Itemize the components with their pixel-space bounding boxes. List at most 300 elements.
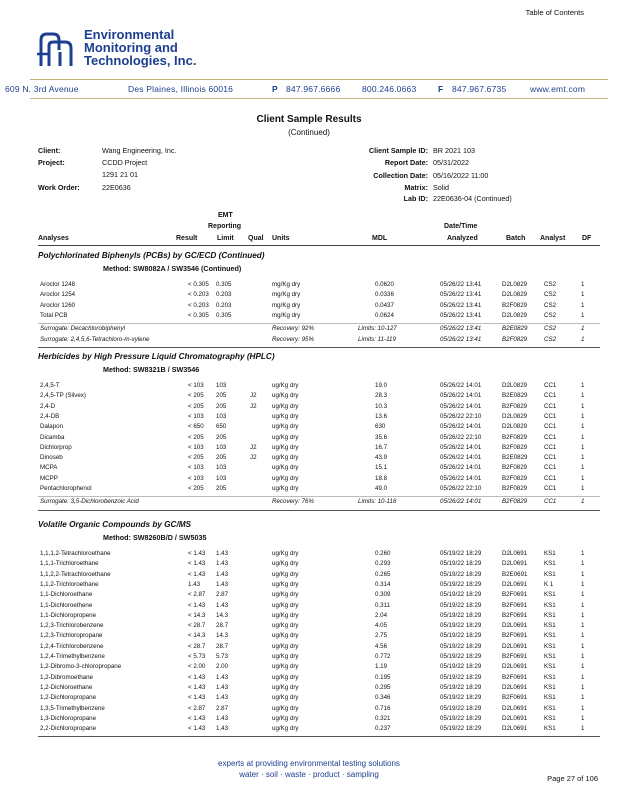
table-cell: CC1 bbox=[544, 402, 557, 410]
table-cell: B2F0691 bbox=[502, 653, 528, 660]
table-row bbox=[40, 560, 600, 570]
table-cell: 1.43 bbox=[216, 673, 229, 681]
table-cell: < 650 bbox=[188, 423, 204, 431]
table-cell: B2F0829 bbox=[502, 301, 528, 309]
table-cell: 1,1,2-Trichloroethane bbox=[40, 580, 99, 588]
table-cell: 0.321 bbox=[375, 714, 391, 722]
table-cell: 1 bbox=[581, 714, 585, 722]
table-cell: 1,2-Dibromoethane bbox=[40, 673, 93, 681]
table-cell: 43.9 bbox=[375, 454, 388, 462]
table-cell: Dichlorprop bbox=[40, 443, 72, 451]
table-cell: 05/26/22 13:41 bbox=[440, 325, 482, 333]
table-cell: 2.00 bbox=[216, 663, 229, 671]
table-cell: D2L0691 bbox=[502, 580, 528, 588]
table-cell: 1 bbox=[581, 704, 585, 712]
table-cell: 05/26/22 14:01 bbox=[440, 392, 482, 400]
table-row bbox=[40, 632, 600, 642]
table-cell: 1 bbox=[581, 611, 585, 619]
table-cell: < 205 bbox=[188, 433, 204, 441]
table-cell: 1,3-Dichloropropane bbox=[40, 714, 97, 722]
table-cell: 0.0336 bbox=[375, 291, 394, 299]
table-cell: 1,2,4-Trimethylbenzene bbox=[40, 653, 105, 660]
table-cell: ug/Kg dry bbox=[272, 485, 299, 492]
table-cell: ug/Kg dry bbox=[272, 622, 299, 630]
table-row bbox=[40, 602, 600, 612]
table-cell: 16.7 bbox=[375, 443, 388, 451]
table-cell: 2.75 bbox=[375, 632, 388, 640]
table-cell: Dicamba bbox=[40, 433, 65, 441]
table-cell: B2E0829 bbox=[502, 392, 528, 400]
footer-services: water · soil · waste · product · sampling bbox=[239, 770, 379, 779]
table-cell: D2L0691 bbox=[502, 683, 528, 691]
table-cell: 630 bbox=[375, 423, 386, 431]
table-cell: KS1 bbox=[544, 642, 556, 650]
table-row bbox=[40, 464, 600, 474]
table-row bbox=[40, 475, 600, 485]
table-cell: < 0.203 bbox=[188, 301, 209, 309]
table-cell: 103 bbox=[216, 474, 227, 482]
table-cell: CS2 bbox=[544, 301, 557, 309]
table-cell: 2.04 bbox=[375, 611, 388, 619]
table-cell: 1 bbox=[581, 725, 585, 733]
table-cell: ug/Kg dry bbox=[272, 382, 299, 389]
table-cell: 1,2,3-Trichloropropane bbox=[40, 632, 103, 640]
table-row bbox=[40, 312, 600, 322]
table-cell: 1 bbox=[581, 402, 585, 410]
table-cell: 49.0 bbox=[375, 485, 388, 492]
table-cell: 0.195 bbox=[375, 673, 391, 681]
table-row bbox=[40, 581, 600, 591]
table-cell: < 103 bbox=[188, 443, 204, 451]
surrogate-row bbox=[40, 498, 600, 508]
section-title: Volatile Organic Compounds by GC/MS bbox=[38, 520, 191, 529]
table-cell: 1.43 bbox=[216, 570, 229, 578]
table-cell: CC1 bbox=[544, 423, 557, 431]
table-cell: ug/Kg dry bbox=[272, 454, 299, 462]
table-cell: 1 bbox=[581, 311, 585, 319]
table-row bbox=[40, 444, 600, 454]
table-cell: 05/19/22 18:29 bbox=[440, 673, 482, 681]
table-cell: 05/26/22 13:41 bbox=[440, 301, 482, 309]
table-row bbox=[40, 674, 600, 684]
table-cell: 1 bbox=[581, 485, 585, 492]
table-cell: 0.203 bbox=[216, 291, 232, 299]
table-cell: 1.43 bbox=[216, 725, 229, 733]
table-cell: 2,2-Dichloropropane bbox=[40, 725, 97, 733]
table-cell: 0.309 bbox=[375, 591, 391, 599]
table-cell: B2F0691 bbox=[502, 694, 528, 702]
table-cell: KS1 bbox=[544, 591, 556, 599]
table-cell: Recovery: 92% bbox=[272, 325, 314, 333]
table-cell: 4.05 bbox=[375, 622, 388, 630]
table-cell: ug/Kg dry bbox=[272, 423, 299, 431]
table-cell: 1 bbox=[581, 570, 585, 578]
table-cell: 1.43 bbox=[216, 694, 229, 702]
table-cell: 05/19/22 18:29 bbox=[440, 570, 482, 578]
table-cell: CC1 bbox=[544, 443, 557, 451]
table-cell: CS2 bbox=[544, 311, 557, 319]
table-cell: 103 bbox=[216, 412, 227, 420]
table-cell: 2,4,5-T bbox=[40, 382, 60, 389]
table-cell: < 14.3 bbox=[188, 611, 206, 619]
table-cell: ug/Kg dry bbox=[272, 653, 299, 660]
table-cell: 05/26/22 13:41 bbox=[440, 335, 482, 343]
table-cell: Total PCB bbox=[40, 311, 68, 319]
table-cell: 0.293 bbox=[375, 560, 391, 568]
table-cell: 1.43 bbox=[216, 560, 229, 568]
table-cell: 05/19/22 18:29 bbox=[440, 622, 482, 630]
table-cell: B2F0691 bbox=[502, 591, 528, 599]
table-cell: Limits: 10-127 bbox=[358, 325, 397, 333]
table-cell: mg/Kg dry bbox=[272, 291, 301, 299]
table-cell: 1 bbox=[581, 663, 585, 671]
table-cell: 1 bbox=[581, 622, 585, 630]
table-cell: D2L0691 bbox=[502, 714, 528, 722]
section-method: Method: SW8260B/D / SW5035 bbox=[103, 533, 207, 542]
table-cell: < 1.43 bbox=[188, 714, 206, 722]
table-cell: B2F0691 bbox=[502, 611, 528, 619]
table-cell: KS1 bbox=[544, 611, 556, 619]
table-cell: < 1.43 bbox=[188, 570, 206, 578]
table-cell: ug/Kg dry bbox=[272, 433, 299, 441]
table-cell: 103 bbox=[216, 443, 227, 451]
table-cell: 1 bbox=[581, 443, 585, 451]
table-cell: B2E0691 bbox=[502, 570, 528, 578]
table-cell: 05/26/22 14:01 bbox=[440, 464, 482, 472]
table-cell: B2E0829 bbox=[502, 325, 528, 333]
table-cell: KS1 bbox=[544, 673, 556, 681]
table-cell: KS1 bbox=[544, 570, 556, 578]
table-cell: < 0.305 bbox=[188, 311, 209, 319]
table-cell: KS1 bbox=[544, 550, 556, 557]
table-cell: 05/19/22 18:29 bbox=[440, 663, 482, 671]
table-cell: 05/26/22 14:01 bbox=[440, 454, 482, 462]
table-cell: 1 bbox=[581, 392, 585, 400]
table-cell: 1,2,3-Trichlorobenzene bbox=[40, 622, 104, 630]
table-cell: 19.0 bbox=[375, 382, 388, 389]
table-cell: ug/Kg dry bbox=[272, 412, 299, 420]
section-title: Herbicides by High Pressure Liquid Chromatography (HPLC) bbox=[38, 352, 275, 361]
table-cell: ug/Kg dry bbox=[272, 714, 299, 722]
table-cell: D2L0829 bbox=[502, 311, 528, 319]
table-cell: ug/Kg dry bbox=[272, 694, 299, 702]
table-cell: < 1.43 bbox=[188, 601, 206, 609]
table-cell: 1,2-Dibromo-3-chloropropane bbox=[40, 663, 122, 671]
table-cell: CS2 bbox=[544, 291, 557, 299]
table-cell: CC1 bbox=[544, 433, 557, 441]
table-cell: 0.311 bbox=[375, 601, 391, 609]
table-row bbox=[40, 643, 600, 653]
table-cell: 05/26/22 13:41 bbox=[440, 281, 482, 288]
table-cell: CC1 bbox=[544, 454, 557, 462]
table-cell: 0.265 bbox=[375, 570, 391, 578]
table-cell: Recovery: 95% bbox=[272, 335, 314, 343]
table-cell: D2L0691 bbox=[502, 642, 528, 650]
table-cell: 1 bbox=[581, 694, 585, 702]
table-cell: 1.19 bbox=[375, 663, 388, 671]
table-cell: 0.203 bbox=[216, 301, 232, 309]
table-row bbox=[40, 392, 600, 402]
table-cell: B2F0829 bbox=[502, 485, 528, 492]
table-cell: 1,1-Dichloropropene bbox=[40, 611, 97, 619]
table-cell: 2.87 bbox=[216, 591, 229, 599]
table-cell: ug/Kg dry bbox=[272, 570, 299, 578]
table-cell: 205 bbox=[216, 433, 227, 441]
table-cell: B2F0829 bbox=[502, 443, 528, 451]
table-row bbox=[40, 705, 600, 715]
table-cell: 205 bbox=[216, 392, 227, 400]
page-number: Page 27 of 106 bbox=[547, 774, 598, 783]
table-cell: < 205 bbox=[188, 454, 204, 462]
table-cell: 05/19/22 18:29 bbox=[440, 611, 482, 619]
table-cell: 1 bbox=[581, 550, 585, 557]
table-row bbox=[40, 622, 600, 632]
table-cell: Limits: 11-119 bbox=[358, 335, 396, 343]
table-cell: 05/26/22 22:10 bbox=[440, 485, 482, 492]
table-cell: Aroclor 1260 bbox=[40, 301, 76, 309]
table-cell: CS2 bbox=[544, 281, 557, 288]
table-cell: CC1 bbox=[544, 412, 557, 420]
table-cell: ug/Kg dry bbox=[272, 591, 299, 599]
table-cell: 0.305 bbox=[216, 311, 232, 319]
table-cell: 1 bbox=[581, 433, 585, 441]
table-cell: 05/19/22 18:29 bbox=[440, 642, 482, 650]
table-cell: < 103 bbox=[188, 382, 204, 389]
table-cell: KS1 bbox=[544, 653, 556, 660]
table-cell: B2F0691 bbox=[502, 632, 528, 640]
table-cell: 1,2-Dichloropropane bbox=[40, 694, 97, 702]
table-cell: D2L0829 bbox=[502, 281, 528, 288]
table-of-contents-link[interactable]: Table of Contents bbox=[525, 8, 584, 17]
table-row bbox=[40, 725, 600, 735]
table-cell: 1,1,1,2-Tetrachloroethane bbox=[40, 550, 111, 557]
table-cell: CC1 bbox=[544, 464, 557, 472]
table-cell: CS2 bbox=[544, 335, 557, 343]
table-cell: 05/26/22 13:41 bbox=[440, 311, 482, 319]
table-cell: ug/Kg dry bbox=[272, 560, 299, 568]
table-cell: KS1 bbox=[544, 725, 556, 733]
table-cell: B2F0829 bbox=[502, 335, 528, 343]
table-cell: 1 bbox=[581, 454, 585, 462]
table-cell: 0.0624 bbox=[375, 311, 394, 319]
table-cell: < 28.7 bbox=[188, 642, 206, 650]
table-cell: Dalapon bbox=[40, 423, 64, 431]
footer-tagline: experts at providing environmental testing solutions bbox=[218, 759, 400, 768]
table-cell: KS1 bbox=[544, 632, 556, 640]
table-cell: D2L0691 bbox=[502, 704, 528, 712]
table-cell: 05/19/22 18:29 bbox=[440, 632, 482, 640]
table-cell: 05/19/22 18:29 bbox=[440, 560, 482, 568]
table-cell: Aroclor 1248 bbox=[40, 281, 76, 288]
table-cell: 1 bbox=[581, 301, 585, 309]
table-cell: 1 bbox=[581, 560, 585, 568]
table-cell: 05/26/22 14:01 bbox=[440, 474, 482, 482]
table-cell: CC1 bbox=[544, 498, 557, 506]
table-row bbox=[40, 291, 600, 301]
table-cell: 0.237 bbox=[375, 725, 391, 733]
table-cell: < 1.43 bbox=[188, 673, 206, 681]
table-cell: mg/Kg dry bbox=[272, 281, 301, 288]
table-cell: 1.43 bbox=[216, 683, 229, 691]
table-row bbox=[40, 684, 600, 694]
table-cell: J2 bbox=[250, 443, 257, 451]
page-subtitle: (Continued) bbox=[288, 128, 330, 137]
table-cell: 05/26/22 13:41 bbox=[440, 291, 482, 299]
table-cell: 05/26/22 22:10 bbox=[440, 433, 482, 441]
table-cell: B2F0829 bbox=[502, 402, 528, 410]
table-cell: D2L0691 bbox=[502, 550, 528, 557]
table-cell: ug/Kg dry bbox=[272, 663, 299, 671]
table-cell: ug/Kg dry bbox=[272, 464, 299, 472]
table-cell: 15.1 bbox=[375, 464, 388, 472]
table-cell: 5.73 bbox=[216, 653, 229, 660]
table-row bbox=[40, 715, 600, 725]
table-row bbox=[40, 612, 600, 622]
table-cell: KS1 bbox=[544, 622, 556, 630]
table-cell: < 2.87 bbox=[188, 704, 206, 712]
table-row bbox=[40, 663, 600, 673]
table-cell: 05/19/22 18:29 bbox=[440, 591, 482, 599]
table-cell: 1 bbox=[581, 382, 585, 389]
table-cell: CC1 bbox=[544, 485, 557, 492]
table-cell: ug/Kg dry bbox=[272, 474, 299, 482]
table-cell: J2 bbox=[250, 454, 257, 462]
table-cell: 1.43 bbox=[188, 580, 201, 588]
table-cell: ug/Kg dry bbox=[272, 392, 299, 400]
table-cell: 1,1-Dichloroethene bbox=[40, 601, 93, 609]
table-cell: 4.56 bbox=[375, 642, 388, 650]
table-cell: 1 bbox=[581, 601, 585, 609]
table-row bbox=[40, 571, 600, 581]
table-row bbox=[40, 423, 600, 433]
table-cell: Surrogate: Decachlorobiphenyl bbox=[40, 325, 125, 333]
table-cell: 14.3 bbox=[216, 632, 229, 640]
table-cell: Recovery: 76% bbox=[272, 498, 314, 506]
table-cell: D2L0829 bbox=[502, 412, 528, 420]
table-cell: < 0.305 bbox=[188, 281, 209, 288]
table-cell: 0.305 bbox=[216, 281, 232, 288]
table-cell: 28.7 bbox=[216, 622, 229, 630]
table-cell: 1 bbox=[581, 281, 585, 288]
table-cell: 1.43 bbox=[216, 580, 229, 588]
table-cell: 0.0620 bbox=[375, 281, 394, 288]
table-cell: 0.772 bbox=[375, 653, 391, 660]
table-cell: 0.0437 bbox=[375, 301, 394, 309]
table-row bbox=[40, 281, 600, 291]
table-cell: 05/19/22 18:29 bbox=[440, 580, 482, 588]
table-cell: 05/26/22 14:01 bbox=[440, 498, 482, 506]
table-cell: 1 bbox=[581, 683, 585, 691]
table-cell: KS1 bbox=[544, 714, 556, 722]
table-cell: 2.87 bbox=[216, 704, 229, 712]
table-cell: CC1 bbox=[544, 392, 557, 400]
table-cell: 1 bbox=[581, 653, 585, 660]
table-cell: B2F0691 bbox=[502, 601, 528, 609]
table-cell: 1,2,4-Trichlorobenzene bbox=[40, 642, 104, 650]
table-cell: 05/26/22 22:10 bbox=[440, 412, 482, 420]
table-cell: 28.3 bbox=[375, 392, 388, 400]
table-cell: 1,2-Dichloroethane bbox=[40, 683, 93, 691]
table-cell: 1.43 bbox=[216, 601, 229, 609]
table-cell: K 1 bbox=[544, 580, 554, 588]
table-cell: 1 bbox=[581, 325, 585, 333]
table-cell: < 103 bbox=[188, 474, 204, 482]
table-cell: < 2.87 bbox=[188, 591, 206, 599]
table-cell: 1,3,5-Trimethylbenzene bbox=[40, 704, 105, 712]
table-row bbox=[40, 591, 600, 601]
table-cell: 1 bbox=[581, 642, 585, 650]
table-cell: 103 bbox=[216, 464, 227, 472]
table-cell: D2L0691 bbox=[502, 663, 528, 671]
table-cell: < 1.43 bbox=[188, 560, 206, 568]
table-cell: ug/Kg dry bbox=[272, 632, 299, 640]
table-cell: 0.716 bbox=[375, 704, 391, 712]
table-cell: 1,1-Dichloroethane bbox=[40, 591, 93, 599]
table-cell: Limits: 10-116 bbox=[358, 498, 397, 506]
table-cell: MCPA bbox=[40, 464, 58, 472]
table-cell: < 205 bbox=[188, 485, 204, 492]
table-cell: < 5.73 bbox=[188, 653, 206, 660]
table-cell: ug/Kg dry bbox=[272, 601, 299, 609]
table-cell: ug/Kg dry bbox=[272, 611, 299, 619]
table-cell: < 1.43 bbox=[188, 694, 206, 702]
table-cell: CC1 bbox=[544, 474, 557, 482]
table-cell: 1 bbox=[581, 673, 585, 681]
table-cell: < 1.43 bbox=[188, 683, 206, 691]
table-cell: ug/Kg dry bbox=[272, 402, 299, 410]
table-cell: 18.8 bbox=[375, 474, 388, 482]
table-cell: D2L0829 bbox=[502, 382, 528, 389]
table-row bbox=[40, 413, 600, 423]
table-cell: D2L0691 bbox=[502, 725, 528, 733]
table-cell: 1 bbox=[581, 474, 585, 482]
table-cell: 0.260 bbox=[375, 550, 391, 557]
table-cell: 14.3 bbox=[216, 611, 229, 619]
table-cell: 1 bbox=[581, 591, 585, 599]
table-cell: 1,1,1-Trichloroethane bbox=[40, 560, 99, 568]
table-cell: B2F0829 bbox=[502, 474, 528, 482]
table-cell: 05/19/22 18:29 bbox=[440, 601, 482, 609]
table-cell: 1 bbox=[581, 464, 585, 472]
table-row bbox=[40, 434, 600, 444]
table-cell: 35.6 bbox=[375, 433, 388, 441]
table-cell: 650 bbox=[216, 423, 227, 431]
table-cell: KS1 bbox=[544, 601, 556, 609]
table-cell: 10.3 bbox=[375, 402, 388, 410]
table-cell: 2,4-D bbox=[40, 402, 56, 410]
table-cell: 05/19/22 18:29 bbox=[440, 653, 482, 660]
table-cell: 2,4-DB bbox=[40, 412, 60, 420]
table-cell: 205 bbox=[216, 402, 227, 410]
table-cell: CC1 bbox=[544, 382, 557, 389]
table-cell: J2 bbox=[250, 402, 257, 410]
table-cell: 1,1,2,2-Tetrachloroethane bbox=[40, 570, 111, 578]
table-cell: 28.7 bbox=[216, 642, 229, 650]
table-cell: Surrogate: 2,4,5,6-Tetrachloro-m-xylene bbox=[40, 335, 150, 343]
page-title: Client Sample Results bbox=[256, 114, 362, 125]
table-cell: Surrogate: 3,5-Dichlorobenzoic Acid bbox=[40, 498, 139, 506]
table-cell: Pentachlorophenol bbox=[40, 485, 92, 492]
table-row bbox=[40, 382, 600, 392]
table-row bbox=[40, 550, 600, 560]
table-cell: < 205 bbox=[188, 392, 204, 400]
table-cell: 13.6 bbox=[375, 412, 388, 420]
table-cell: D2L0829 bbox=[502, 423, 528, 431]
table-cell: < 0.203 bbox=[188, 291, 209, 299]
table-cell: ug/Kg dry bbox=[272, 673, 299, 681]
company-name: Environmental Monitoring and Technologies, Inc. bbox=[84, 27, 197, 68]
table-cell: KS1 bbox=[544, 683, 556, 691]
